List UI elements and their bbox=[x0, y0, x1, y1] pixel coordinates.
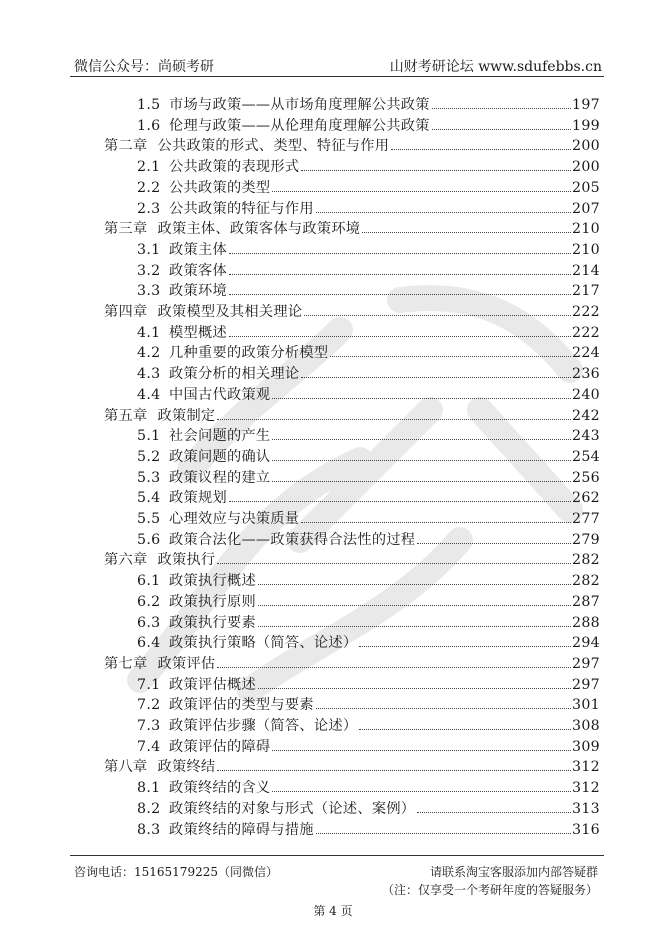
toc-entry-number: 第三章 bbox=[104, 221, 148, 238]
toc-dot-leader bbox=[417, 812, 571, 813]
toc-entry-page: 214 bbox=[572, 262, 600, 279]
toc-entry-line bbox=[137, 115, 600, 135]
toc-entry-title: 政策议程的建立 bbox=[169, 469, 271, 486]
toc-entry-number: 7.3 bbox=[137, 718, 161, 734]
toc-entry-title: 政策评估概述 bbox=[169, 676, 256, 693]
toc-dot-leader bbox=[316, 708, 571, 709]
toc-dot-leader bbox=[217, 419, 571, 420]
toc-entry-line bbox=[137, 280, 600, 300]
toc-entry-number: 7.2 bbox=[137, 697, 161, 714]
toc-dot-leader bbox=[258, 688, 571, 689]
toc-entry-title: 几种重要的政策分析模型 bbox=[169, 345, 329, 362]
toc-entry-number: 4.2 bbox=[137, 345, 161, 362]
toc-entry-number: 5.2 bbox=[137, 448, 161, 465]
toc-entry-page: 210 bbox=[572, 241, 600, 258]
toc-entry-line bbox=[137, 777, 600, 797]
toc-dot-leader bbox=[330, 356, 571, 357]
toc-entry-title: 市场与政策——从市场角度理解公共政策 bbox=[169, 97, 430, 113]
toc-dot-leader bbox=[272, 791, 571, 792]
toc-entry-title: 公共政策的类型 bbox=[169, 179, 271, 196]
toc-entry-page: 200 bbox=[572, 159, 600, 176]
toc-entry-title: 政策评估 bbox=[157, 655, 216, 672]
toc-entry-page: 207 bbox=[572, 200, 600, 217]
toc-dot-leader bbox=[301, 522, 571, 523]
toc-entry-title: 伦理与政策——从伦理角度理解公共政策 bbox=[169, 117, 430, 134]
toc-entry-title: 政策客体 bbox=[169, 262, 227, 279]
toc-entry-page: 197 bbox=[572, 97, 600, 113]
toc-entry-title: 公共政策的特征与作用 bbox=[169, 200, 314, 217]
toc-entry-title: 政策制定 bbox=[157, 407, 216, 424]
toc-entry-line bbox=[137, 425, 600, 445]
toc-entry-title: 政策评估步骤（简答、论述） bbox=[169, 718, 358, 734]
toc-dot-leader bbox=[272, 750, 571, 751]
toc-dot-leader bbox=[272, 481, 571, 482]
toc-entry-page: 309 bbox=[572, 738, 600, 755]
toc-dot-leader bbox=[272, 439, 571, 440]
toc-dot-leader bbox=[229, 253, 571, 254]
footer-service-note: 请联系淘宝客服添加内部答疑群 bbox=[429, 865, 598, 879]
toc-entry-title: 政策主体 bbox=[169, 241, 227, 258]
toc-entry-title: 政策合法化——政策获得合法性的过程 bbox=[169, 531, 416, 548]
toc-dot-leader bbox=[304, 315, 571, 316]
toc-entry-line bbox=[137, 674, 600, 694]
toc-entry-line bbox=[104, 301, 600, 321]
toc-entry-page: 282 bbox=[572, 573, 600, 590]
toc-entry-number: 第四章 bbox=[104, 304, 148, 320]
toc-entry-number: 5.3 bbox=[137, 469, 161, 486]
toc-entry-title: 社会问题的产生 bbox=[169, 428, 271, 445]
toc-entry-title: 中国古代政策观 bbox=[169, 386, 271, 403]
footer-contact-phone: 咨询电话：15165179225（同微信） bbox=[74, 865, 278, 879]
toc-dot-leader bbox=[272, 460, 571, 461]
toc-entry-page: 288 bbox=[572, 614, 600, 631]
toc-dot-leader bbox=[272, 398, 571, 399]
toc-entry-number: 8.2 bbox=[137, 800, 161, 817]
toc-entry-number: 3.3 bbox=[137, 283, 161, 300]
toc-entry-line bbox=[137, 632, 600, 652]
toc-entry-page: 297 bbox=[572, 655, 600, 672]
toc-entry-line bbox=[137, 342, 600, 362]
toc-entry-number: 7.1 bbox=[137, 676, 161, 693]
toc-entry-line bbox=[137, 446, 600, 466]
toc-entry-title: 政策分析的相关理论 bbox=[169, 366, 300, 383]
toc-entry-title: 公共政策的表现形式 bbox=[169, 159, 300, 176]
toc-entry-page: 279 bbox=[572, 531, 600, 548]
toc-entry-number: 6.1 bbox=[137, 573, 161, 590]
toc-entry-number: 6.4 bbox=[137, 635, 161, 652]
toc-dot-leader bbox=[316, 212, 571, 213]
toc-entry-title: 政策评估的类型与要素 bbox=[169, 697, 314, 714]
toc-entry-page: 200 bbox=[572, 138, 600, 155]
toc-dot-leader bbox=[217, 667, 571, 668]
toc-entry-number: 第六章 bbox=[104, 552, 148, 569]
toc-entry-number: 2.3 bbox=[137, 200, 161, 217]
toc-entry-line bbox=[104, 405, 600, 425]
toc-entry-page: 256 bbox=[572, 469, 600, 486]
toc-entry-title: 政策终结的含义 bbox=[169, 780, 271, 797]
page-footer bbox=[70, 855, 604, 902]
toc-entry-title: 政策环境 bbox=[169, 283, 227, 300]
toc-dot-leader bbox=[258, 605, 571, 606]
toc-dot-leader bbox=[301, 377, 571, 378]
toc-entry-number: 8.1 bbox=[137, 780, 161, 797]
toc-entry-number: 4.1 bbox=[137, 324, 161, 341]
toc-dot-leader bbox=[229, 274, 571, 275]
toc-entry-title: 公共政策的形式、类型、特征与作用 bbox=[157, 138, 390, 155]
toc-dot-leader bbox=[258, 584, 571, 585]
toc-dot-leader bbox=[217, 563, 571, 564]
toc-entry-page: 243 bbox=[572, 428, 600, 445]
toc-entry-page: 287 bbox=[572, 593, 600, 610]
toc-entry-number: 3.2 bbox=[137, 262, 161, 279]
toc-entry-page: 312 bbox=[572, 780, 600, 797]
toc-entry-number: 6.2 bbox=[137, 593, 161, 610]
footer-service-remark: （注：仅享受一个考研年度的答疑服务） bbox=[381, 883, 598, 897]
toc-entry-number: 第八章 bbox=[104, 759, 148, 776]
toc-entry-page: 222 bbox=[572, 324, 600, 341]
toc-dot-leader bbox=[258, 626, 571, 627]
page-header bbox=[70, 52, 604, 77]
toc-entry-title: 心理效应与决策质量 bbox=[169, 511, 300, 527]
toc-entry-title: 政策执行原则 bbox=[169, 593, 256, 610]
toc-entry-title: 政策执行要素 bbox=[169, 614, 256, 631]
toc-entry-number: 6.3 bbox=[137, 614, 161, 631]
toc-entry-page: 236 bbox=[572, 366, 600, 383]
toc-entry-page: 277 bbox=[572, 511, 600, 527]
toc-entry-line bbox=[104, 549, 600, 569]
toc-entry-number: 2.1 bbox=[137, 159, 161, 176]
toc-entry-number: 1.5 bbox=[137, 97, 161, 113]
page-number: 第 4 页 bbox=[313, 904, 353, 918]
toc-entry-line bbox=[104, 218, 600, 238]
toc-entry-number: 2.2 bbox=[137, 179, 161, 196]
toc-entry-line bbox=[137, 198, 600, 218]
toc-entry-page: 199 bbox=[572, 117, 600, 134]
toc-entry-number: 1.6 bbox=[137, 117, 161, 134]
toc-entry-line bbox=[137, 322, 600, 342]
toc-entry-line bbox=[104, 653, 600, 673]
toc-entry-line bbox=[137, 798, 600, 818]
toc-entry-title: 政策终结的对象与形式（论述、案例） bbox=[169, 800, 416, 817]
toc-entry-title: 政策终结的障碍与措施 bbox=[169, 821, 314, 838]
toc-entry-line bbox=[137, 736, 600, 756]
toc-entry-number: 3.1 bbox=[137, 241, 161, 258]
toc-entry-line bbox=[137, 467, 600, 487]
toc-entry-number: 4.3 bbox=[137, 366, 161, 383]
toc-dot-leader bbox=[229, 294, 571, 295]
toc-entry-number: 5.1 bbox=[137, 428, 161, 445]
toc-entry-page: 301 bbox=[572, 697, 600, 714]
toc-entry-title: 政策主体、政策客体与政策环境 bbox=[157, 221, 361, 238]
toc-entry-number: 5.4 bbox=[137, 490, 161, 507]
toc-entry-line bbox=[137, 487, 600, 507]
toc-entry-line bbox=[137, 156, 600, 176]
toc-entry-page: 282 bbox=[572, 552, 600, 569]
toc-entry-page: 297 bbox=[572, 676, 600, 693]
toc-entry-line bbox=[137, 612, 600, 632]
toc-entry-title: 政策执行概述 bbox=[169, 573, 256, 590]
toc-entry-line bbox=[137, 508, 600, 528]
toc-entry-page: 316 bbox=[572, 821, 600, 838]
toc-entry-page: 312 bbox=[572, 759, 600, 776]
toc-entry-number: 4.4 bbox=[137, 386, 161, 403]
toc-entry-number: 第二章 bbox=[104, 138, 148, 155]
toc-entry-page: 205 bbox=[572, 179, 600, 196]
toc-dot-leader bbox=[432, 108, 571, 109]
toc-entry-page: 240 bbox=[572, 386, 600, 403]
toc-entry-number: 5.6 bbox=[137, 531, 161, 548]
toc-entry-title: 模型概述 bbox=[169, 324, 227, 341]
toc-entry-line bbox=[137, 94, 600, 114]
toc-dot-leader bbox=[272, 191, 571, 192]
header-forum-site: 山财考研论坛 www.sdufebbs.cn bbox=[389, 59, 602, 75]
toc-entry-line bbox=[137, 694, 600, 714]
toc-entry-title: 政策终结 bbox=[157, 759, 216, 776]
toc-entry-line bbox=[137, 570, 600, 590]
toc-dot-leader bbox=[229, 336, 571, 337]
toc-entry-number: 8.3 bbox=[137, 821, 161, 838]
toc-dot-leader bbox=[301, 170, 571, 171]
toc-entry-line bbox=[137, 529, 600, 549]
toc-entry-line bbox=[137, 177, 600, 197]
toc-entry-title: 政策执行策略（简答、论述） bbox=[169, 635, 358, 652]
toc-entry-page: 222 bbox=[572, 304, 600, 320]
toc-entry-line bbox=[137, 819, 600, 839]
toc-entry-line bbox=[104, 135, 600, 155]
toc-entry-number: 第七章 bbox=[104, 655, 148, 672]
toc-dot-leader bbox=[362, 232, 571, 233]
toc-dot-leader bbox=[432, 129, 571, 130]
toc-entry-title: 政策规划 bbox=[169, 490, 227, 507]
toc-entry-page: 224 bbox=[572, 345, 600, 362]
toc-entry-title: 政策执行 bbox=[157, 552, 216, 569]
toc-entry-title: 政策模型及其相关理论 bbox=[157, 304, 303, 320]
toc-entry-title: 政策评估的障碍 bbox=[169, 738, 271, 755]
toc-dot-leader bbox=[316, 833, 571, 834]
toc-entry-page: 308 bbox=[572, 718, 600, 734]
toc-entry-line bbox=[104, 756, 600, 776]
toc-entry-line bbox=[137, 363, 600, 383]
toc-dot-leader bbox=[359, 729, 571, 730]
toc-entry-line bbox=[137, 239, 600, 259]
toc-entry-number: 第五章 bbox=[104, 407, 148, 424]
toc-entry-page: 313 bbox=[572, 800, 600, 817]
toc-entry-page: 217 bbox=[572, 283, 600, 300]
toc-entry-number: 5.5 bbox=[137, 511, 161, 527]
toc-entry-title: 政策问题的确认 bbox=[169, 448, 271, 465]
toc-entry-page: 254 bbox=[572, 448, 600, 465]
toc-entry-line bbox=[137, 715, 600, 735]
toc-entry-page: 294 bbox=[572, 635, 600, 652]
toc-entry-page: 210 bbox=[572, 221, 600, 238]
toc-entry-page: 242 bbox=[572, 407, 600, 424]
toc-entry-line bbox=[137, 384, 600, 404]
toc-dot-leader bbox=[229, 501, 571, 502]
header-wechat-account: 微信公众号：尚硕考研 bbox=[74, 59, 214, 75]
toc-entry-number: 7.4 bbox=[137, 738, 161, 755]
toc-dot-leader bbox=[391, 149, 571, 150]
toc-dot-leader bbox=[417, 543, 571, 544]
toc-dot-leader bbox=[217, 770, 571, 771]
toc-entry-line bbox=[137, 591, 600, 611]
toc-entry-page: 262 bbox=[572, 490, 600, 507]
toc-entry-line bbox=[137, 260, 600, 280]
toc-dot-leader bbox=[359, 646, 571, 647]
